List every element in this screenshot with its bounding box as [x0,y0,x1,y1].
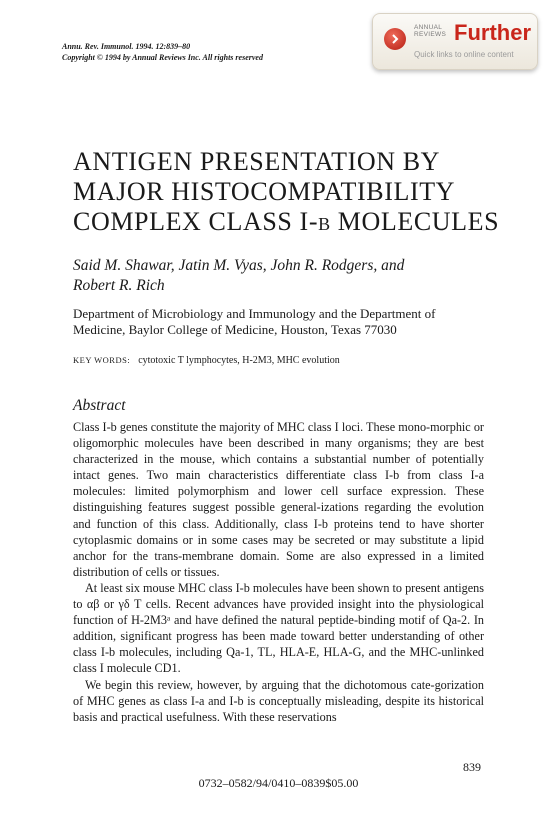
page-number: 839 [463,760,481,774]
further-word: Further [454,20,531,45]
abstract-paragraph-3: We begin this review, however, by arguing that the dichotomous cate-gorization of MHC genes as class I-a and I-b is conceptually misleading, despite its historical basis and practical usefulness. With these reservations [73,677,484,724]
annual-reviews-brand: ANNUAL REVIEWS [414,24,447,38]
abstract-heading: Abstract [73,397,126,414]
abstract-body [73,419,484,725]
affiliation: Department of Microbiology and Immunology and the Department of Medicine, Baylor College of Medicine, Houston, Texas 77030 [73,306,436,337]
title-line-3: COMPLEX CLASS I-B MOLECULES [73,207,500,236]
title-line-2: MAJOR HISTOCOMPATIBILITY [73,177,456,206]
keywords-value: cytotoxic T lymphocytes, H-2M3, MHC evolution [138,355,340,366]
abstract-paragraph-2: At least six mouse MHC class I-b molecules have been shown to present antigens to αβ or γδ T cells. Recent advances have provided insight into the physiological function of H-2M3ᵃ and have defined the natural peptide-binding motif of Qa-2. In addition, significant progress has been made toward better understanding of other class I-b molecules, including Qa-1, TL, HLA-E, HLA-G, and the MHC-unlinked class I molecule CD1. [73,580,484,676]
journal-header [62,41,263,63]
further-tagline: Quick links to online content [414,50,514,59]
keywords [73,355,340,366]
keywords-label: KEY WORDS: [73,355,131,365]
copyright-line: Copyright © 1994 by Annual Reviews Inc. All rights reserved [62,53,263,62]
author-list: Said M. Shawar, Jatin M. Vyas, John R. Rodgers, and Robert R. Rich [73,257,405,294]
journal-citation: Annu. Rev. Immunol. 1994. 12:839–80 [62,42,191,51]
chevron-right-icon [384,28,406,50]
title-line-1: ANTIGEN PRESENTATION BY [73,147,441,176]
article-code: 0732–0582/94/0410–0839$05.00 [198,776,359,790]
abstract-paragraph-1: Class I-b genes constitute the majority of MHC class I loci. These mono-morphic or oligomorphic molecules have been described in many organisms; they are best characterized in the mouse, which contains a substantial number of potentially intact genes. Two main characteristics differentiate class I-b from class I-a molecules: limited polymorphism and lower cell surface expression. These distinguishing features suggest possible general-izations regarding the evolution and function of this class. Additionally, class I-b proteins tend to have shorter cytoplasmic domains or in some cases may be secreted or may substitute a lipid anchor for the trans-membrane domain. Some are also expressed in a limited distribution of cells or tissues. [73,420,484,579]
article-title [73,147,499,239]
further-badge[interactable] [372,13,538,70]
